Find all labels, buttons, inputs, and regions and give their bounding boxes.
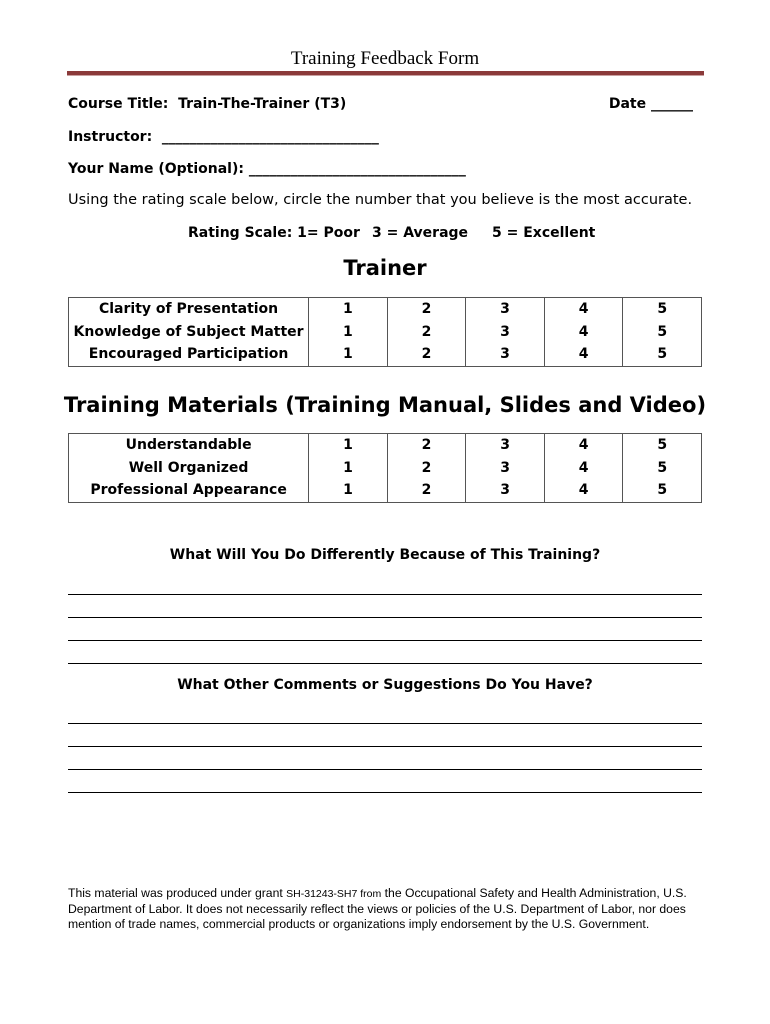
rating-option[interactable]: 4: [544, 321, 623, 344]
table-row: [69, 343, 702, 366]
answer-line[interactable]: [68, 617, 702, 618]
your-name-field[interactable]: Your Name (Optional): _______________________________: [68, 161, 466, 177]
answer-line[interactable]: [68, 769, 702, 770]
rating-option[interactable]: 5: [623, 321, 702, 344]
rating-option[interactable]: 5: [623, 343, 702, 366]
rating-option[interactable]: 5: [623, 479, 702, 502]
answer-line[interactable]: [68, 640, 702, 641]
rating-option[interactable]: 4: [544, 298, 623, 321]
rating-option[interactable]: 3: [466, 457, 545, 480]
footer-text-end: the Occupational Safety and Health Administration, U.S. Department of Labor. It does not necessarily reflect the views or policies of the U.S. Department of Labor, nor does mention of trade names, commercial products or organizations imply endorsement by the U.S. Government.: [68, 886, 687, 932]
answer-line[interactable]: [68, 792, 702, 793]
rating-option[interactable]: 2: [387, 298, 466, 321]
table-row: [69, 434, 702, 457]
rating-option[interactable]: 1: [309, 457, 388, 480]
table-row: [69, 457, 702, 480]
table-row: [69, 298, 702, 321]
criterion-label: Encouraged Participation: [69, 343, 309, 366]
rating-option[interactable]: 4: [544, 434, 623, 457]
course-title-field: Course Title: Train-The-Trainer (T3): [68, 96, 347, 112]
rating-option[interactable]: 2: [387, 457, 466, 480]
answer-line[interactable]: [68, 663, 702, 664]
rating-option[interactable]: 2: [387, 434, 466, 457]
disclaimer-footer: [68, 886, 688, 933]
rating-option[interactable]: 2: [387, 343, 466, 366]
rating-option[interactable]: 1: [309, 321, 388, 344]
criterion-label: Understandable: [69, 434, 309, 457]
date-field[interactable]: Date ______: [608, 96, 693, 112]
rating-option[interactable]: 3: [466, 298, 545, 321]
rating-option[interactable]: 5: [623, 434, 702, 457]
rating-option[interactable]: 1: [309, 343, 388, 366]
rating-scale-poor: Rating Scale: 1= Poor: [188, 225, 360, 241]
rating-option[interactable]: 2: [387, 479, 466, 502]
rating-option[interactable]: 3: [466, 434, 545, 457]
question-do-differently: What Will You Do Differently Because of This Training?: [169, 547, 601, 563]
rating-option[interactable]: 4: [544, 479, 623, 502]
rating-option[interactable]: 4: [544, 343, 623, 366]
rating-option[interactable]: 1: [309, 479, 388, 502]
answer-line[interactable]: [68, 723, 702, 724]
instructions-text: Using the rating scale below, circle the number that you believe is the most accurate.: [68, 192, 693, 208]
rating-option[interactable]: 1: [309, 298, 388, 321]
rating-option[interactable]: 4: [544, 457, 623, 480]
rating-option[interactable]: 3: [466, 479, 545, 502]
rating-scale-excellent: 5 = Excellent: [492, 225, 596, 241]
answer-line[interactable]: [68, 594, 702, 595]
criterion-label: Clarity of Presentation: [69, 298, 309, 321]
trainer-rating-table: [68, 297, 702, 367]
question-other-comments: What Other Comments or Suggestions Do You Have?: [177, 677, 593, 693]
criterion-label: Well Organized: [69, 457, 309, 480]
rating-option[interactable]: 2: [387, 321, 466, 344]
answer-line[interactable]: [68, 746, 702, 747]
rating-option[interactable]: 5: [623, 457, 702, 480]
rating-option[interactable]: 1: [309, 434, 388, 457]
footer-text-start: This material was produced under grant: [68, 886, 287, 900]
rating-scale-average: 3 = Average: [372, 225, 469, 241]
rating-option[interactable]: 3: [466, 343, 545, 366]
rating-option[interactable]: 5: [623, 298, 702, 321]
table-row: [69, 479, 702, 502]
instructor-field[interactable]: Instructor: _______________________________: [68, 129, 379, 145]
rating-option[interactable]: 3: [466, 321, 545, 344]
materials-section-title: Training Materials (Training Manual, Slides and Video): [63, 393, 707, 417]
form-title: Training Feedback Form: [290, 48, 480, 69]
header-divider: [67, 71, 704, 76]
trainer-section-title: Trainer: [343, 256, 427, 280]
footer-grant-number: SH-31243-SH7 from: [286, 888, 382, 900]
table-row: [69, 321, 702, 344]
criterion-label: Knowledge of Subject Matter: [69, 321, 309, 344]
materials-rating-table: [68, 433, 702, 503]
criterion-label: Professional Appearance: [69, 479, 309, 502]
